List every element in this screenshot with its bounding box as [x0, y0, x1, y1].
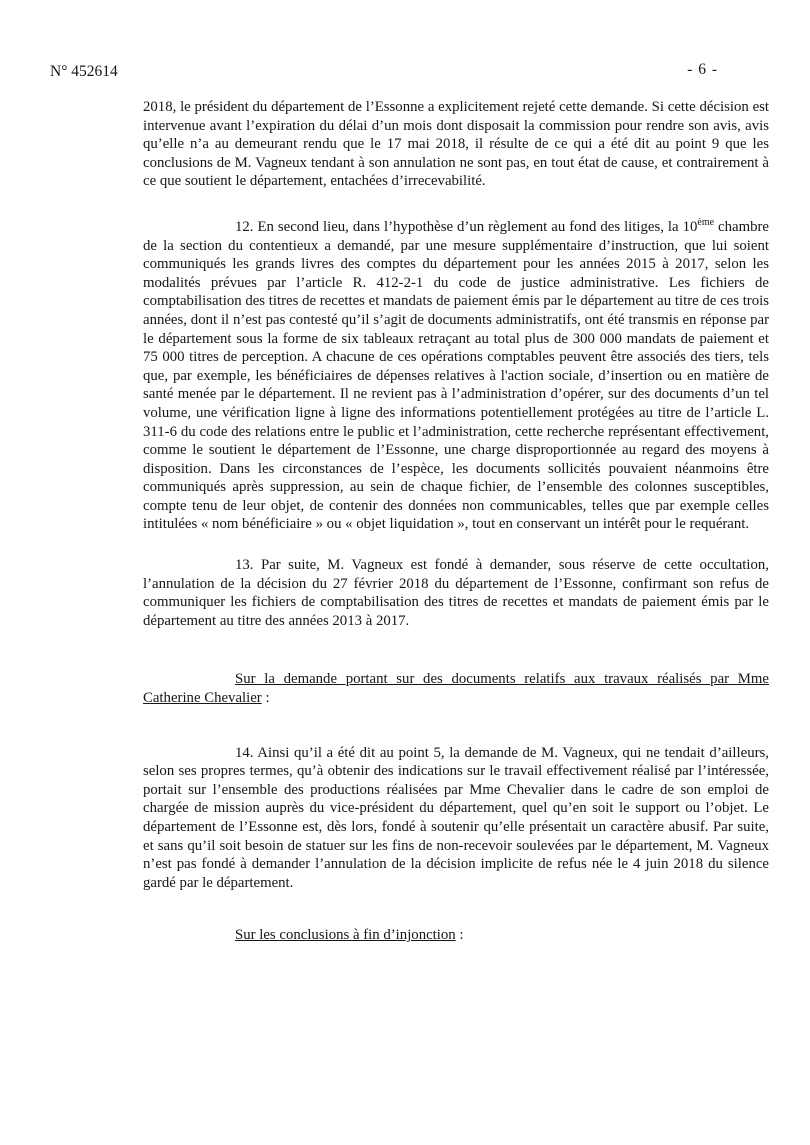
page-number: - 6 -	[687, 61, 718, 78]
section-heading-injonction-text: Sur les conclusions à fin d’injonction	[235, 927, 456, 944]
section-heading-travaux-colon: :	[261, 690, 270, 707]
document-body	[143, 98, 769, 945]
paragraph-continuation: 2018, le président du département de l’Essonne a explicitement rejeté cette demande. Si cette décision est intervenue avant l’expiration du délai d’un mois dont disposait la commission pour rendre son avis, avis qu’elle n’a au demeurant rendu que le 17 mai 2018, il résulte de ce qui a été dit au point 9 que les conclusions de M. Vagneux tendant à son annulation ne sont pas, en tout état de cause, et contrairement à ce que soutient le département, entachées d’irrecevabilité.	[143, 99, 769, 190]
paragraph-12-text-before-sup: 12. En second lieu, dans l’hypothèse d’un règlement au fond des litiges, la 10	[235, 218, 698, 235]
section-heading-travaux-text: Sur la demande portant sur des documents relatifs aux travaux réalisés par Mme Catherine Chevalier	[143, 671, 769, 707]
section-heading-travaux	[143, 670, 769, 707]
paragraph-12	[143, 218, 769, 534]
paragraph-14: 14. Ainsi qu’il a été dit au point 5, la demande de M. Vagneux, qui ne tendait d’ailleurs, selon ses propres termes, qu’à obtenir des indications sur le travail effectivement réalisé par l’intéressée, portait sur l’ensemble des productions réalisées par Mme Chevalier dans le cadre de son emploi de chargée de mission auprès du vice-président du département, quel qu’en soit le support ou l’objet. Le département de l’Essonne est, dès lors, fondé à soutenir qu’elle présentait un caractère abusif. Par suite, et sans qu’il soit besoin de statuer sur les fins de non-recevoir soulevées par le département, M. Vagneux n’est pas fondé à demander l’annulation de la décision implicite de refus née le 4 juin 2018 du silence gardé par le département.	[143, 744, 769, 891]
case-number: N° 452614	[50, 63, 118, 80]
paragraph-12-text-after-sup: chambre de la section du contentieux a demandé, par une mesure supplémentaire d’instruction, que lui soient communiqués les grands livres des comptes du département pour les années 2015 à 2017, selon les modalités prévues par l’article R. 412-2-1 du code de justice administrative. Les fichiers de comptabilisation des titres de recettes et mandats de paiement émis par le département au titre de ces trois années, dont il n’est pas contesté qu’il s’agit de documents administratifs, ont été transmis en réponse par le département sous la forme de six tableaux retraçant au total plus de 300 000 mandats de paiement et 75 000 titres de perception. A chacune de ces opérations comptables peuvent être associés des tiers, tels que, par exemple, les bénéficiaires de dépenses relatives à l'action sociale, d’insertion ou en matière de santé menée par le département. Il ne revient pas à l’administration d’opérer, sur des documents d’un tel volume, une vérification ligne à ligne des informations potentiellement protégées au titre de l’article L. 311-6 du code des relations entre le public et l’administration, cette recherche représentant effectivement, comme le soutient le département de l’Essonne, une charge disproportionnée au regard des moyens à disposition. Dans les circonstances de l’espèce, les documents sollicités pouvaient néanmoins être communiqués après suppression, au sein de chaque fichier, de l’ensemble des colonnes susceptibles, compte tenu de leur objet, de contenir des données non communicables, telles que par exemple celles intitulées « nom bénéficiaire » ou « objet liquidation », tout en conservant un intérêt pour le requérant.	[143, 218, 769, 533]
section-heading-injonction	[143, 926, 769, 945]
paragraph-13: 13. Par suite, M. Vagneux est fondé à demander, sous réserve de cette occultation, l’annulation de la décision du 27 février 2018 du département de l’Essonne, confirmant son refus de communiquer les fichiers de comptabilisation des titres de recettes et mandats de paiement émis par le département au titre des années 2013 à 2017.	[143, 557, 769, 629]
paragraph-12-superscript: ème	[697, 217, 715, 229]
section-heading-injonction-colon: :	[455, 927, 464, 944]
